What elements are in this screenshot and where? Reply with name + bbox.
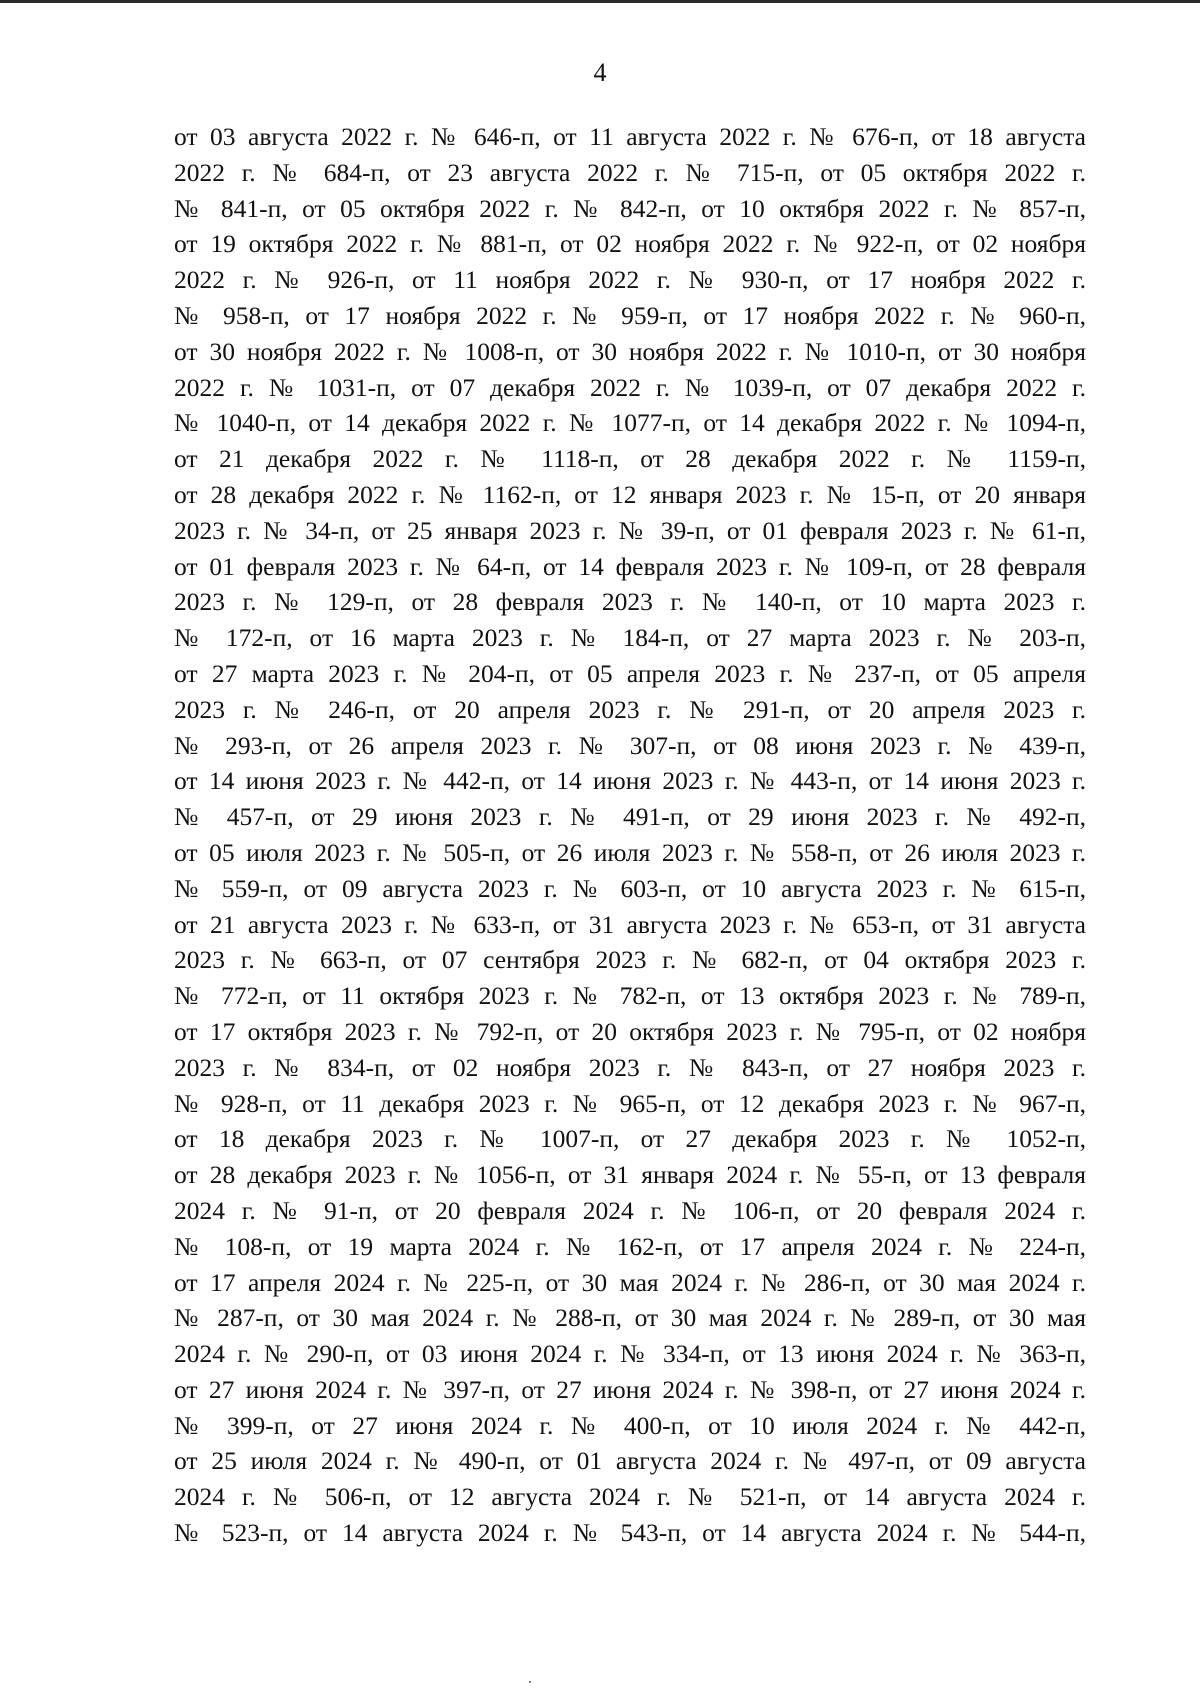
text-line: № 523-п, от 14 августа 2024 г. № 543-п, от 14 августа 2024 г. № 544-п,: [174, 1518, 1086, 1548]
text-line: 2024 г. № 506-п, от 12 августа 2024 г. № 521-п, от 14 августа 2024 г.: [174, 1482, 1086, 1512]
text-line: 2023 г. № 246-п, от 20 апреля 2023 г. № 291-п, от 20 апреля 2023 г.: [174, 694, 1086, 724]
text-line: от 21 декабря 2022 г. № 1118-п, от 28 декабря 2022 г. № 1159-п,: [174, 444, 1086, 474]
scan-speck: [529, 1681, 531, 1683]
text-line: № 108-п, от 19 марта 2024 г. № 162-п, от 17 апреля 2024 г. № 224-п,: [174, 1231, 1086, 1261]
text-line: от 17 октября 2023 г. № 792-п, от 20 октября 2023 г. № 795-п, от 02 ноября: [174, 1016, 1086, 1046]
text-line: № 772-п, от 11 октября 2023 г. № 782-п, от 13 октября 2023 г. № 789-п,: [174, 981, 1086, 1011]
scan-edge: [0, 0, 1200, 3]
text-line: 2024 г. № 290-п, от 03 июня 2024 г. № 334-п, от 13 июня 2024 г. № 363-п,: [174, 1339, 1086, 1369]
text-line: от 27 марта 2023 г. № 204-п, от 05 апреля 2023 г. № 237-п, от 05 апреля: [174, 658, 1086, 688]
text-line: 2022 г. № 1031-п, от 07 декабря 2022 г. № 1039-п, от 07 декабря 2022 г.: [174, 372, 1086, 402]
page-number: 4: [593, 58, 607, 87]
text-line: № 1040-п, от 14 декабря 2022 г. № 1077-п, от 14 декабря 2022 г. № 1094-п,: [174, 408, 1086, 438]
text-line: от 03 августа 2022 г. № 646-п, от 11 августа 2022 г. № 676-п, от 18 августа: [174, 122, 1086, 151]
text-line: № 841-п, от 05 октября 2022 г. № 842-п, от 10 октября 2022 г. № 857-п,: [174, 193, 1086, 223]
body-text: [174, 119, 1086, 1551]
text-line: 2022 г. № 684-п, от 23 августа 2022 г. № 715-п, от 05 октября 2022 г.: [174, 157, 1086, 187]
text-line: 2024 г. № 91-п, от 20 февраля 2024 г. № 106-п, от 20 февраля 2024 г.: [174, 1195, 1086, 1225]
text-line: № 172-п, от 16 марта 2023 г. № 184-п, от 27 марта 2023 г. № 203-п,: [174, 623, 1086, 653]
text-line: № 928-п, от 11 декабря 2023 г. № 965-п, от 12 декабря 2023 г. № 967-п,: [174, 1088, 1086, 1118]
text-line: от 14 июня 2023 г. № 442-п, от 14 июня 2023 г. № 443-п, от 14 июня 2023 г.: [174, 766, 1086, 796]
text-line: № 287-п, от 30 мая 2024 г. № 288-п, от 30 мая 2024 г. № 289-п, от 30 мая: [174, 1303, 1086, 1333]
text-line: от 19 октября 2022 г. № 881-п, от 02 ноября 2022 г. № 922-п, от 02 ноября: [174, 229, 1086, 259]
text-line: от 18 декабря 2023 г. № 1007-п, от 27 декабря 2023 г. № 1052-п,: [174, 1124, 1086, 1154]
text-line: от 30 ноября 2022 г. № 1008-п, от 30 ноября 2022 г. № 1010-п, от 30 ноября: [174, 336, 1086, 366]
text-line: от 27 июня 2024 г. № 397-п, от 27 июня 2024 г. № 398-п, от 27 июня 2024 г.: [174, 1374, 1086, 1404]
text-line: 2023 г. № 834-п, от 02 ноября 2023 г. № 843-п, от 27 ноября 2023 г.: [174, 1052, 1086, 1082]
text-line: № 293-п, от 26 апреля 2023 г. № 307-п, от 08 июня 2023 г. № 439-п,: [174, 730, 1086, 760]
text-line: от 05 июля 2023 г. № 505-п, от 26 июля 2023 г. № 558-п, от 26 июля 2023 г.: [174, 837, 1086, 867]
text-line: от 01 февраля 2023 г. № 64-п, от 14 февраля 2023 г. № 109-п, от 28 февраля: [174, 551, 1086, 581]
text-line: № 958-п, от 17 ноября 2022 г. № 959-п, от 17 ноября 2022 г. № 960-п,: [174, 300, 1086, 330]
text-line: 2023 г. № 129-п, от 28 февраля 2023 г. № 140-п, от 10 марта 2023 г.: [174, 587, 1086, 617]
text-line: от 28 декабря 2023 г. № 1056-п, от 31 января 2024 г. № 55-п, от 13 февраля: [174, 1160, 1086, 1190]
text-line: 2023 г. № 663-п, от 07 сентября 2023 г. № 682-п, от 04 октября 2023 г.: [174, 945, 1086, 975]
text-line: 2022 г. № 926-п, от 11 ноября 2022 г. № 930-п, от 17 ноября 2022 г.: [174, 265, 1086, 295]
text-line: 2023 г. № 34-п, от 25 января 2023 г. № 39-п, от 01 февраля 2023 г. № 61-п,: [174, 515, 1086, 545]
text-line: № 457-п, от 29 июня 2023 г. № 491-п, от 29 июня 2023 г. № 492-п,: [174, 802, 1086, 832]
text-line: от 25 июля 2024 г. № 490-п, от 01 августа 2024 г. № 497-п, от 09 августа: [174, 1446, 1086, 1476]
text-line: от 17 апреля 2024 г. № 225-п, от 30 мая 2024 г. № 286-п, от 30 мая 2024 г.: [174, 1267, 1086, 1297]
text-line: № 399-п, от 27 июня 2024 г. № 400-п, от 10 июля 2024 г. № 442-п,: [174, 1410, 1086, 1440]
text-line: № 559-п, от 09 августа 2023 г. № 603-п, от 10 августа 2023 г. № 615-п,: [174, 873, 1086, 903]
text-line: от 21 августа 2023 г. № 633-п, от 31 августа 2023 г. № 653-п, от 31 августа: [174, 909, 1086, 939]
text-line: от 28 декабря 2022 г. № 1162-п, от 12 января 2023 г. № 15-п, от 20 января: [174, 479, 1086, 509]
